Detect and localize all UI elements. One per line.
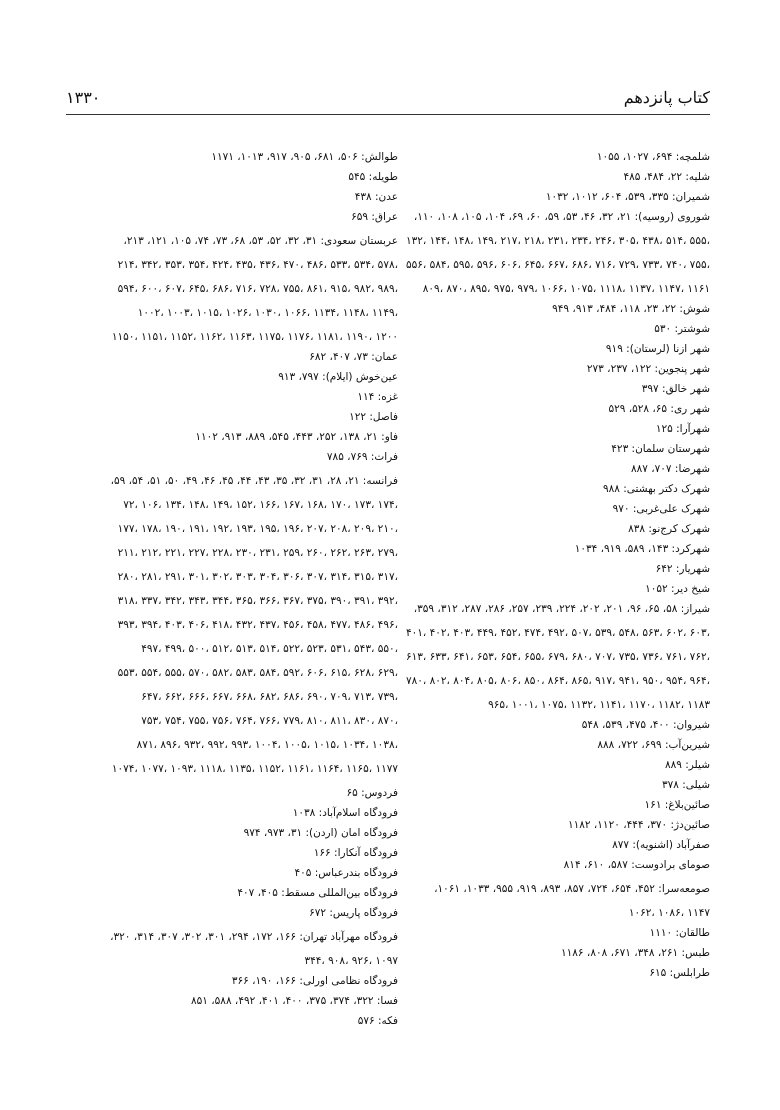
index-entry: ۶۴۷، ۶۶۲، ۶۶۶، ۶۶۷، ۶۶۸، ۶۸۲، ۶۸۶، ۶۹۰، ۷۰۹، ۷۱۳، ۷۳۹، — [141, 691, 398, 703]
index-entry: شهرک کرج‌نو: ۸۳۸ — [628, 523, 710, 535]
index-entry: طبس: ۲۶۱، ۳۴۸، ۶۷۱، ۸۰۸، ۱۱۸۶ — [561, 947, 710, 959]
index-entry: فاو: ۲۱، ۱۳۸، ۲۵۲، ۴۴۳، ۵۴۵، ۸۸۹، ۹۱۳، ۱۱۰۲ — [195, 431, 398, 443]
index-entry: عربستان سعودی: ۳۱، ۳۲، ۵۲، ۵۳، ۶۸، ۷۳، ۷۴، ۱۰۵، ۱۲۱، ۲۱۳، — [123, 235, 398, 247]
page-number: ۱۳۳۰ — [66, 88, 101, 107]
index-entry: ۴۰۱، ۴۰۲، ۴۰۳، ۴۴۹، ۴۵۲، ۴۷۴، ۴۹۲، ۵۰۷، ۵۳۹، ۵۴۸، ۵۶۳، ۶۰۲، ۶۰۳، — [405, 627, 710, 639]
index-entry: شهرستان سلمان: ۴۲۳ — [611, 443, 710, 455]
index-entry: عراق: ۶۵۹ — [351, 211, 398, 223]
index-entry: صومعه‌سرا: ۴۵۲، ۶۵۴، ۷۲۴، ۸۵۷، ۸۹۳، ۹۱۹، ۹۵۵، ۱۰۳۳، ۱۰۶۱، — [434, 883, 710, 895]
index-entry: ۳۹۳، ۳۹۴، ۴۰۳، ۴۰۶، ۴۱۸، ۴۳۲، ۴۳۷، ۴۵۶، ۴۵۸، ۴۷۷، ۴۸۶، ۴۹۶، — [117, 619, 398, 631]
index-entry: ۹۶۵، ۱۰۰۱، ۱۰۷۵، ۱۱۳۲، ۱۱۴۱، ۱۱۷۰، ۱۱۸۲، ۱۱۸۳ — [488, 699, 710, 711]
index-entry: فرودگاه آنکارا: ۱۶۶ — [313, 847, 398, 859]
index-entry: فرودگاه مهرآباد تهران: ۱۶۶، ۱۷۲، ۲۹۴، ۳۰۱، ۳۰۲، ۳۰۷، ۳۱۴، ۳۲۰، — [110, 931, 398, 943]
index-entry: فرودگاه بندرعباس: ۴۰۵ — [294, 867, 398, 879]
index-entry: طویله: ۵۴۵ — [348, 171, 398, 183]
index-entry: شهر ری: ۶۵، ۵۲۸، ۵۲۹ — [608, 403, 710, 415]
index-entry: شیروان: ۴۰۰، ۴۷۵، ۵۳۹، ۵۴۸ — [581, 719, 710, 731]
index-entry: ۱۰۰۲، ۱۰۰۳، ۱۰۱۵، ۱۰۲۶، ۱۰۳۰، ۱۰۶۶، ۱۱۳۴، ۱۱۴۸، ۱۱۴۹، — [137, 307, 398, 319]
index-entry: فرات: ۷۶۹، ۷۸۵ — [326, 451, 398, 463]
index-entry: ۱۷۷، ۱۷۸، ۱۹۰، ۱۹۱، ۱۹۲، ۱۹۳، ۱۹۵، ۱۹۶، ۲۰۷، ۲۰۸، ۲۰۹، ۲۱۰، — [117, 523, 398, 535]
index-entry: شوروی (روسیه): ۲۱، ۳۲، ۴۶، ۵۳، ۵۹، ۶۰، ۶۹، ۱۰۴، ۱۰۵، ۱۰۸، ۱۱۰، — [413, 211, 710, 223]
index-entry: ۲۱۴، ۳۴۲، ۳۵۳، ۳۵۴، ۴۲۴، ۴۳۵، ۴۳۶، ۴۷۰، ۴۸۶، ۵۳۳، ۵۳۴، ۵۷۸، — [117, 259, 398, 271]
index-entry: ۵۵۶، ۵۸۴، ۵۹۵، ۵۹۶، ۶۰۶، ۶۴۵، ۶۶۷، ۶۸۶، ۷۱۶، ۷۲۹، ۷۳۳، ۷۴۰، ۷۵۵، — [405, 259, 710, 271]
index-entry: ۴۹۷، ۴۹۹، ۵۰۰، ۵۱۲، ۵۱۳، ۵۱۴، ۵۲۲، ۵۲۳، ۵۳۱، ۵۴۳، ۵۵۰، — [141, 643, 398, 655]
index-entry: شوش: ۲۲، ۲۳، ۱۱۸، ۴۸۴، ۹۱۳، ۹۴۹ — [552, 303, 710, 315]
index-entry: طالقان: ۱۱۱۰ — [649, 927, 710, 939]
index-entry: ۷۸۰، ۸۰۲، ۸۰۴، ۸۰۵، ۸۰۶، ۸۵۰، ۸۶۴، ۸۶۵، ۹۱۷، ۹۴۱، ۹۵۰، ۹۵۴، ۹۶۴، — [405, 675, 710, 687]
index-entry: ۱۳۲، ۱۴۴، ۱۴۸، ۱۴۹، ۲۱۷، ۲۱۸، ۲۳۱، ۲۳۴، ۲۴۶، ۳۰۵، ۴۳۸، ۵۱۴، ۵۵۵، — [405, 235, 710, 247]
index-entry: ۵۹۴، ۶۰۰، ۶۰۷، ۶۴۵، ۶۸۶، ۷۱۶، ۷۲۸، ۷۵۵، ۸۶۱، ۹۱۵، ۹۸۲، ۹۸۹، — [117, 283, 398, 295]
index-entry: شیراز: ۵۸، ۶۵، ۹۶، ۲۰۱، ۲۰۲، ۲۲۴، ۲۳۹، ۲۵۷، ۲۸۶، ۲۸۷، ۳۱۲، ۳۵۹، — [413, 603, 710, 615]
index-entry: شمیران: ۳۳۵، ۵۳۹، ۶۰۴، ۱۰۱۲، ۱۰۳۲ — [545, 191, 710, 203]
index-entry: ۸۰۹، ۸۷۰، ۸۹۵، ۹۷۵، ۹۷۹، ۱۰۶۶، ۱۰۷۵، ۱۱۱۸، ۱۱۳۷، ۱۱۴۷، ۱۱۶۱ — [422, 283, 710, 295]
running-header — [66, 88, 710, 115]
index-entry: شلیه: ۲۲، ۴۸۴، ۴۸۵ — [623, 171, 710, 183]
index-entry: شهر پنجوین: ۱۲۲، ۲۳۷، ۲۷۳ — [586, 363, 710, 375]
index-entry: فاصل: ۱۲۲ — [349, 411, 398, 423]
index-entry: فرودگاه نظامی اورلی: ۱۶۶، ۱۹۰، ۳۶۶ — [231, 975, 398, 987]
index-entry: شهر ازنا (لرستان): ۹۱۹ — [605, 343, 710, 355]
index-entry: شهرآرا: ۱۲۵ — [655, 423, 710, 435]
index-entry: شهرضا: ۷۰۷، ۸۸۷ — [631, 463, 710, 475]
index-entry: شیلی: ۳۷۸ — [662, 779, 710, 791]
index-entry: ۸۷۱، ۸۹۶، ۹۳۲، ۹۹۲، ۹۹۳، ۱۰۰۴، ۱۰۰۵، ۱۰۱۵، ۱۰۳۴، ۱۰۳۸، — [136, 739, 398, 751]
index-entry: عمان: ۷۳، ۴۰۷، ۶۸۲ — [309, 351, 398, 363]
index-entry: ۱۰۶۲، ۱۰۸۶، ۱۱۴۷ — [628, 907, 710, 919]
index-entry: فسا: ۳۲۲، ۳۷۴، ۳۷۵، ۴۰۰، ۴۰۱، ۴۹۲، ۵۸۸، ۸۵۱ — [191, 995, 398, 1007]
index-entry: فرودگاه بین‌المللی مسقط: ۴۰۵، ۴۰۷ — [237, 887, 398, 899]
index-entry: فردوس: ۶۵ — [346, 787, 398, 799]
index-entry: شلمچه: ۶۹۴، ۱۰۲۷، ۱۰۵۵ — [596, 151, 710, 163]
index-entry: ۳۱۸، ۳۳۷، ۳۴۲، ۳۴۳، ۳۴۴، ۳۶۵، ۳۶۶، ۳۶۷، ۳۷۵، ۳۹۰، ۳۹۱، ۳۹۲، — [117, 595, 398, 607]
index-entry: فرودگاه پاریس: ۶۷۲ — [309, 907, 398, 919]
index-entry: شهرکرد: ۱۴۳، ۵۸۹، ۹۱۹، ۱۰۳۴ — [574, 543, 710, 555]
index-entry: ۵۵۳، ۵۵۴، ۵۵۵، ۵۷۰، ۵۸۲، ۵۸۳، ۵۸۴، ۵۹۲، ۶۰۶، ۶۱۵، ۶۲۸، ۶۲۹، — [117, 667, 398, 679]
index-entry: ۶۱۳، ۶۳۳، ۶۴۱، ۶۵۳، ۶۵۴، ۶۵۵، ۶۷۹، ۶۸۰، ۷۰۷، ۷۳۵، ۷۳۶، ۷۶۱، ۷۶۲، — [405, 651, 710, 663]
index-entry: ۱۰۷۴، ۱۰۷۷، ۱۰۹۳، ۱۱۱۸، ۱۱۳۵، ۱۱۵۲، ۱۱۶۱، ۱۱۶۴، ۱۱۶۵، ۱۱۷۷ — [111, 763, 398, 775]
index-entry: شیلر: ۸۸۹ — [664, 759, 710, 771]
index-entry: طوالش: ۵۰۶، ۶۸۱، ۹۰۵، ۹۱۷، ۱۰۱۳، ۱۱۷۱ — [211, 151, 398, 163]
index-entry: شوشتر: ۵۳۰ — [654, 323, 710, 335]
book-title: کتاب پانزدهم — [623, 88, 710, 107]
index-entry: ۲۱۱، ۲۱۲، ۲۲۱، ۲۲۷، ۲۲۸، ۲۳۰، ۲۳۱، ۲۵۹، ۲۶۰، ۲۶۲، ۲۶۳، ۲۷۹، — [117, 547, 398, 559]
index-entry: فرودگاه اسلام‌آباد: ۱۰۳۸ — [292, 807, 398, 819]
index-entry: شیخ دیر: ۱۰۵۲ — [645, 583, 710, 595]
index-entry: غزه: ۱۱۴ — [357, 391, 398, 403]
index-entry: طرابلس: ۶۱۵ — [649, 967, 710, 979]
index-entry: شیرین‌آب: ۶۹۹، ۷۲۲، ۸۸۸ — [597, 739, 710, 751]
index-entry: ۱۱۵۰، ۱۱۵۱، ۱۱۵۲، ۱۱۶۲، ۱۱۶۳، ۱۱۷۵، ۱۱۷۶، ۱۱۸۱، ۱۱۹۰، ۱۲۰۰ — [111, 331, 398, 343]
index-entry: فکه: ۵۷۶ — [357, 1015, 398, 1027]
index-entry: ۷۲، ۱۰۶، ۱۳۴، ۱۴۸، ۱۴۹، ۱۵۲، ۱۶۶، ۱۶۷، ۱۶۸، ۱۷۰، ۱۷۳، ۱۷۴، — [123, 499, 398, 511]
index-entry: فرانسه: ۲۱، ۲۸، ۳۱، ۳۲، ۳۵، ۴۳، ۴۴، ۴۵، ۴۶، ۴۹، ۵۰، ۵۱، ۵۴، ۵۹، — [110, 475, 398, 487]
index-entry: صائین‌بلاغ: ۱۶۱ — [644, 799, 710, 811]
index-entry: شهرک علی‌غربی: ۹۷۰ — [612, 503, 710, 515]
index-entry: عین‌خوش (ایلام): ۷۹۷، ۹۱۳ — [278, 371, 398, 383]
index-entry: صائین‌دژ: ۳۷۰، ۴۴۴، ۱۱۲۰، ۱۱۸۲ — [568, 819, 710, 831]
index-entry: صومای برادوست: ۵۸۷، ۶۱۰، ۸۱۴ — [563, 859, 710, 871]
index-entry: شهریار: ۶۴۲ — [655, 563, 710, 575]
index-entry: ۳۴۴، ۹۰۸، ۹۲۶، ۱۰۹۷ — [304, 955, 398, 967]
index-entry: ۲۸۰، ۲۸۱، ۲۹۱، ۳۰۱، ۳۰۲، ۳۰۳، ۳۰۴، ۳۰۶، ۳۰۷، ۳۱۴، ۳۱۵، ۳۱۷، — [117, 571, 398, 583]
index-entry: عدن: ۴۳۸ — [354, 191, 398, 203]
index-entry: ۷۵۳، ۷۵۴، ۷۵۵، ۷۵۶، ۷۶۴، ۷۶۶، ۷۷۹، ۸۱۰، ۸۱۱، ۸۳۰، ۸۷۰، — [141, 715, 398, 727]
index-entry: فرودگاه امان (اردن): ۳۱، ۹۷۳، ۹۷۴ — [243, 827, 398, 839]
index-entry: صفرآباد (اشنویه): ۸۷۷ — [612, 839, 710, 851]
index-entry: شهر خالق: ۳۹۷ — [641, 383, 710, 395]
index-entry: شهرک دکتر بهشتی: ۹۸۸ — [603, 483, 710, 495]
